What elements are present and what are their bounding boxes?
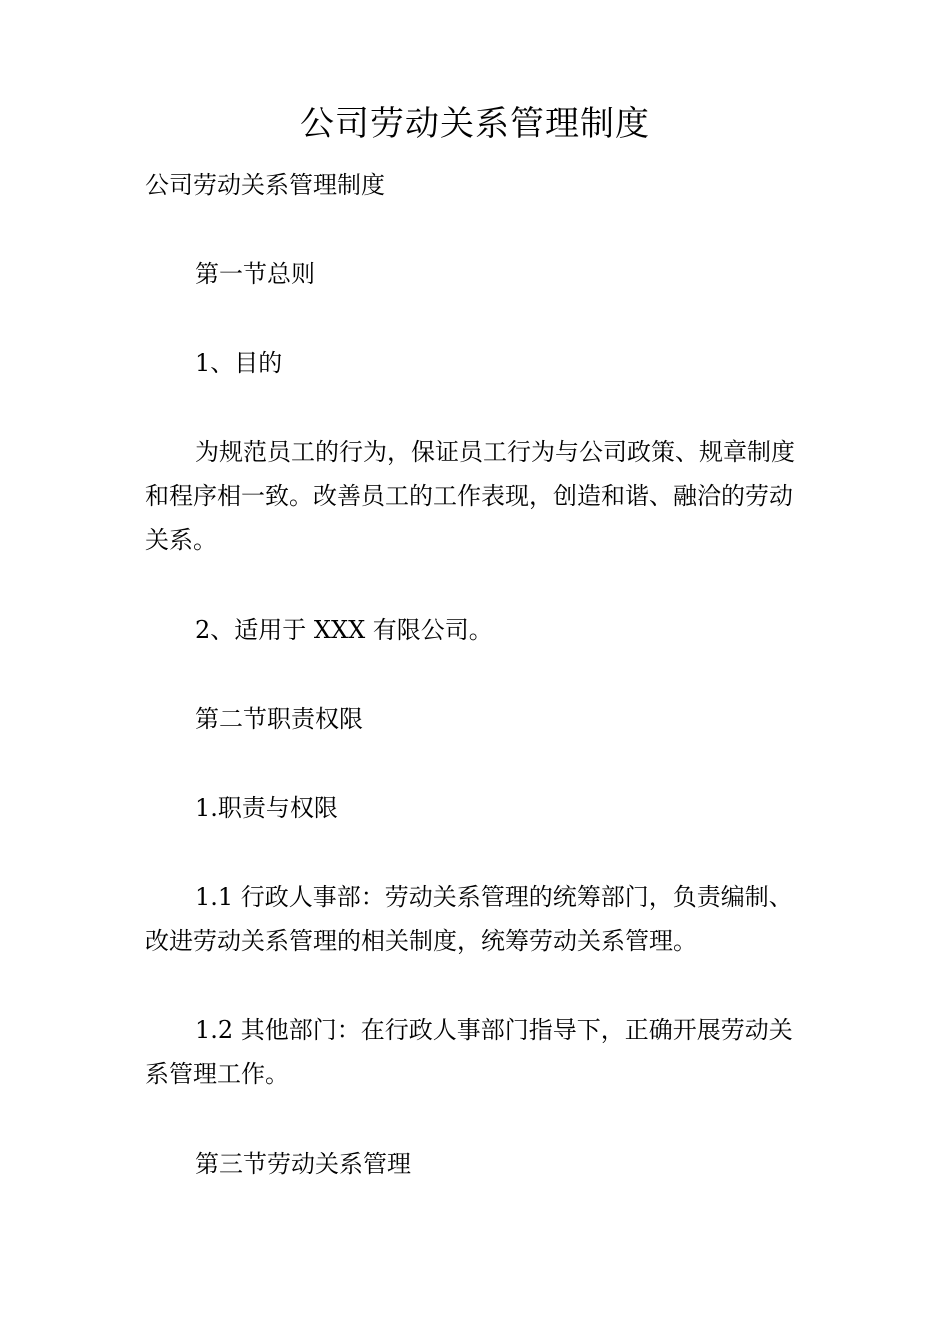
item-heading-duties: 1.职责与权限 [195, 794, 338, 822]
document-title: 公司劳动关系管理制度 [300, 104, 650, 144]
section-heading-3: 第三节劳动关系管理 [195, 1150, 411, 1178]
duties-hr-paragraph: 1.1 行政人事部：劳动关系管理的统筹部门，负责编制、改进劳动关系管理的相关制度，统筹劳动关系管理。 [145, 883, 793, 955]
duties-other-paragraph: 1.2 其他部门：在行政人事部门指导下，正确开展劳动关系管理工作。 [145, 1016, 793, 1088]
section-heading-2: 第二节职责权限 [195, 705, 363, 733]
scope-paragraph: 2、适用于 XXX 有限公司。 [195, 616, 493, 644]
subtitle-paragraph: 公司劳动关系管理制度 [145, 171, 385, 199]
section-heading-1: 第一节总则 [195, 260, 315, 288]
item-heading-purpose: 1、目的 [195, 349, 283, 377]
purpose-paragraph: 为规范员工的行为，保证员工行为与公司政策、规章制度和程序相一致。改善员工的工作表现，创造和谐、融洽的劳动关系。 [145, 438, 795, 554]
